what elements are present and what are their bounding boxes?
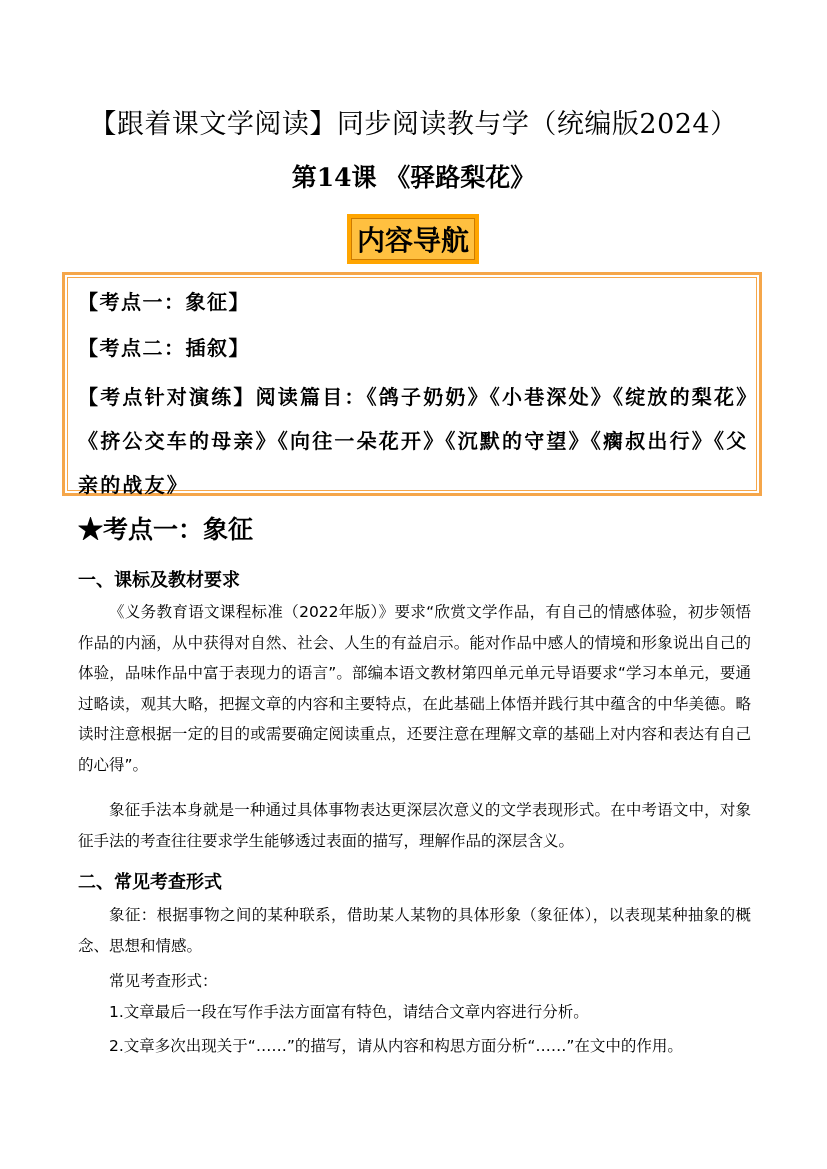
paragraph-symbolism-explanation: 象征：根据事物之间的某种联系，借助某人某物的具体形象（象征体），以表现某种抽象的概念、思想和情感。 — [78, 906, 751, 955]
heading-curriculum-requirements: 一、课标及教材要求 — [78, 570, 240, 591]
content-nav-label: 内容导航 — [351, 218, 475, 260]
nav-practice-list: 【考点针对演练】阅读篇目：《鸽子奶奶》《小巷深处》《绽放的梨花》《挤公交车的母亲》《向往一朵花开》《沉默的守望》《瘸叔出行》《父亲的战友》 — [78, 385, 749, 497]
section-heading-symbolism: ★考点一：象征 — [78, 515, 254, 544]
main-title: 【跟着课文学阅读】同步阅读教与学（统编版2024） — [89, 109, 738, 140]
question-form-item: 2.文章多次出现关于“……”的描写，请从内容和构思方面分析“……”在文中的作用。 — [109, 1037, 683, 1055]
question-form-item: 1.文章最后一段在写作手法方面富有特色，请结合文章内容进行分析。 — [109, 1003, 589, 1021]
paragraph-symbolism-definition: 象征手法本身就是一种通过具体事物表达更深层次意义的文学表现形式。在中考语文中，对象征手法的考查往往要求学生能够透过表面的描写，理解作品的深层含义。 — [78, 801, 751, 850]
paragraph-curriculum-standard: 《义务教育语文课程标准（2022年版）》要求“欣赏文学作品，有自己的情感体验，初步领悟作品的内涵，从中获得对自然、社会、人生的有益启示。能对作品中感人的情境和形象说出自己的体验，品味作品中富于表现力的语言”。部编本语文教材第四单元单元导语要求“学习本单元，要通过略读，观其大略，把握文章的内容和主要特点，在此基础上体悟并践行其中蕴含的中华美德。略读时注意根据一定的目的或需要确定阅读重点，还要注意在理解文章的基础上对内容和表达有自己的心得”。 — [78, 603, 751, 774]
nav-point-two: 【考点二：插叙】 — [78, 336, 250, 360]
content-nav-badge — [347, 214, 479, 264]
heading-common-question-forms: 二、常见考查形式 — [78, 872, 222, 893]
lesson-title: 第14课 《驿路梨花》 — [291, 163, 536, 192]
nav-point-one: 【考点一：象征】 — [78, 290, 250, 314]
paragraph-forms-intro: 常见考查形式： — [109, 972, 218, 990]
